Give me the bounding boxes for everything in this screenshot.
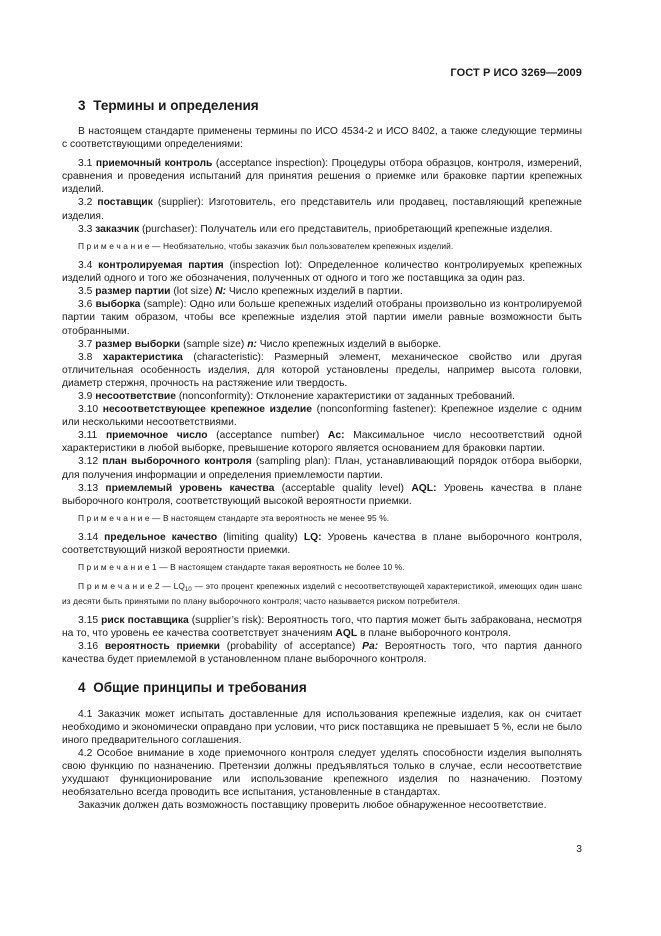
section-3-title: Термины и определения [93,98,259,113]
term-3-10-name: несоответствующее крепежное изделие [102,404,312,416]
note-3-14-2-label: П р и м е ч а н и е 2 [78,580,160,591]
term-3-10-text: (nonconforming fastener): Крепежное изделие с одним или несколькими несоответствиями. [62,404,582,429]
term-3-10-number: 3.10 [78,404,99,416]
note-3-13-text: — В настоящем стандарте эта вероятность не менее 95 %. [149,512,390,523]
term-3-13-text: Уровень качества в плане выборочного контроля, соответствующий высокой вероятности приемки. [62,482,582,507]
term-3-6-number: 3.6 [78,299,93,311]
term-3-3-name: заказчик [95,223,140,235]
term-3-1-text: (acceptance inspection): Процедуры отбора образцов, контроля, измерений, сравнения и проведения испытаний для принятия решения о приемке или браковке партии крепежных изделий. [62,158,583,196]
section-3-number: 3 [78,98,86,113]
term-3-3-text: (purchaser): Получатель или его представитель, приобретающий крепежные изделия. [139,223,553,235]
note-3-14-2-subscript: 10 [185,586,192,593]
term-3-6 [62,298,582,337]
term-3-5-text: Число крепежных изделий в партии. [226,286,403,298]
term-3-15 [62,614,582,640]
term-3-7 [62,338,582,351]
note-3-14-1-text: — В настоящем стандарте такая вероятность не более 10 %. [156,562,405,573]
term-3-13-number: 3.13 [78,482,99,494]
term-3-16-symbol: Pa: [362,641,379,653]
paragraph-4-1: 4.1 Заказчик может испытать доставленные для использования крепежные изделия, как он считает необходимо и экономически оправдано при условии, что риск поставщика не превышает 5 %, если не было иного предварительного соглашения. [62,708,582,746]
term-3-10 [62,403,582,429]
note-3-14-2 [62,581,582,608]
term-3-15-text: в плане выборочного контроля. [357,628,511,640]
note-3-3-label: П р и м е ч а н и е [78,240,150,251]
term-3-2-text: (supplier): Изготовитель, его представитель или продавец, поставляющий крепежные изделия. [62,197,582,222]
term-3-14 [62,531,582,557]
term-3-2-name: поставщик [97,197,153,209]
term-3-12-name: план выборочного контроля [102,456,252,468]
term-3-5-name: размер партии [95,286,171,298]
standard-header: ГОСТ Р ИСО 3269—2009 [450,67,582,79]
term-3-7-name: размер выборки [95,338,181,350]
term-3-14-number: 3.14 [78,532,99,544]
term-3-12-number: 3.12 [78,456,99,468]
term-3-9 [62,390,582,403]
page-body [62,98,582,812]
term-3-11 [62,429,582,455]
term-3-9-name: несоответствие [95,390,176,402]
term-3-6-name: выборка [95,299,141,311]
term-3-4-number: 3.4 [78,260,93,272]
term-3-16-number: 3.16 [78,641,99,653]
term-3-2 [62,196,582,222]
term-3-3-number: 3.3 [78,223,93,235]
note-3-14-2-pre: — LQ [159,580,185,591]
section-3-heading [62,98,582,114]
term-3-1-number: 3.1 [78,158,93,170]
term-3-5-pre: (lot size) [170,286,216,298]
page-number: 3 [576,844,582,855]
term-3-8 [62,351,582,390]
term-3-11-pre: (acceptance number) [207,430,328,442]
term-3-13-pre: (acceptable quality level) [274,482,412,494]
section-4-heading [62,680,582,696]
term-3-15-number: 3.15 [78,615,99,627]
term-3-11-number: 3.11 [78,430,98,442]
term-3-4-name: контролируемая партия [98,260,224,272]
note-3-14-1-label: П р и м е ч а н и е 1 [78,562,157,573]
term-3-13 [62,482,582,508]
term-3-6-text: (sample): Одно или больше крепежных изделий отобраны произвольно из контролируемой партии таким образом, чтобы все крепежные изделия этой партии имели равные возможности быть отобранными. [62,299,582,337]
section-4-number: 4 [78,679,86,695]
term-3-3 [62,223,582,236]
term-3-14-name: предельное качество [104,532,218,544]
term-3-14-text: Уровень качества в плане выборочного контроля, соответствующий низкой вероятности приемки. [62,532,582,557]
paragraph-4-2: 4.2 Особое внимание в ходе приемочного контроля следует уделять способности изделия выполнять свою функцию по назначению. Претензии должны предъявляться только в случае, если несоответствие ухудшают функционирование или использование крепежного изделия по назначению. Поэтому необязательно всегда проводить все испытания, установленные в стандартах. [62,747,582,799]
term-3-1 [62,157,582,196]
note-3-3 [62,241,582,252]
term-3-5-symbol: N: [215,286,227,298]
term-3-11-text: Максимальное число несоответствий одной характеристики в любой выборке, превышение которого является основанием для браковки партии. [62,430,582,455]
term-3-9-number: 3.9 [78,390,93,402]
term-3-16-text: Вероятность того, что партия данного качества будет приемлемой в установленном плане выборочного контроля. [62,641,582,666]
term-3-15-pre: (supplier’s risk): Вероятность того, что партия может быть забракована, несмотря на то, что уровень ее качества соответствует значениям [62,615,582,640]
term-3-7-symbol: n: [247,338,257,350]
term-3-12 [62,455,582,481]
term-3-8-text: (characteristic): Размерный элемент, механическое свойство или другая отличительная особенность изделия, для которой установлены пределы, например высота головки, диаметр стержня, прочность на растяжение или твердость. [62,351,582,389]
note-3-3-text: — Необязательно, чтобы заказчик был пользователем крепежных изделий. [149,240,454,251]
term-3-4 [62,259,582,285]
note-3-13-label: П р и м е ч а н и е [78,512,150,523]
term-3-14-symbol: LQ: [303,532,322,544]
term-3-2-number: 3.2 [78,197,93,209]
term-3-14-pre: (limiting quality) [217,532,304,544]
note-3-14-2-text: — это процент крепежных изделий с несоответствующей характеристикой, имеющих один шанс из десяти быть принятыми по плану выборочного контроля; часто называется риском потребителя. [62,580,583,606]
note-3-14-1 [62,562,582,573]
term-3-16-pre: (probability of acceptance) [220,641,363,653]
term-3-5-number: 3.5 [78,286,93,298]
term-3-7-pre: (sample size) [180,338,248,350]
term-3-16 [62,640,582,666]
section-4-title: Общие принципы и требования [93,679,307,695]
term-3-11-symbol: Ac: [327,430,345,442]
term-3-15-name: риск поставщика [101,615,189,627]
term-3-4-text: (inspection lot): Определенное количество контролируемых крепежных изделий одного и того же обозначения, полученных от одного и того же поставщика за один раз. [62,260,582,285]
term-3-9-text: (nonconformity): Отклонение характеристики от заданных требований. [175,390,515,402]
note-3-13 [62,513,582,524]
term-3-13-symbol: AQL: [411,482,437,494]
term-3-8-name: характеристика [102,351,183,363]
term-3-1-name: приемочный контроль [95,158,213,170]
term-3-8-number: 3.8 [78,351,93,363]
section-3-intro: В настоящем стандарте применены термины по ИСО 4534-2 и ИСО 8402, а также следующие термины с соответствующими определениями: [62,126,582,151]
term-3-7-text: Число крепежных изделий в выборке. [256,338,442,350]
term-3-13-name: приемлемый уровень качества [105,482,275,494]
term-3-5 [62,285,582,298]
term-3-11-name: приемочное число [105,430,208,442]
paragraph-4-2-cont: Заказчик должен дать возможность поставщику проверить любое обнаруженное несоответствие. [78,800,547,812]
term-3-16-name: вероятность приемки [104,641,220,653]
term-3-7-number: 3.7 [78,338,93,350]
term-3-12-text: (sampling plan): План, устанавливающий порядок отбора выборки, для получения информации и определения приемлемости партии. [62,456,582,481]
term-3-15-symbol: AQL [335,628,358,640]
